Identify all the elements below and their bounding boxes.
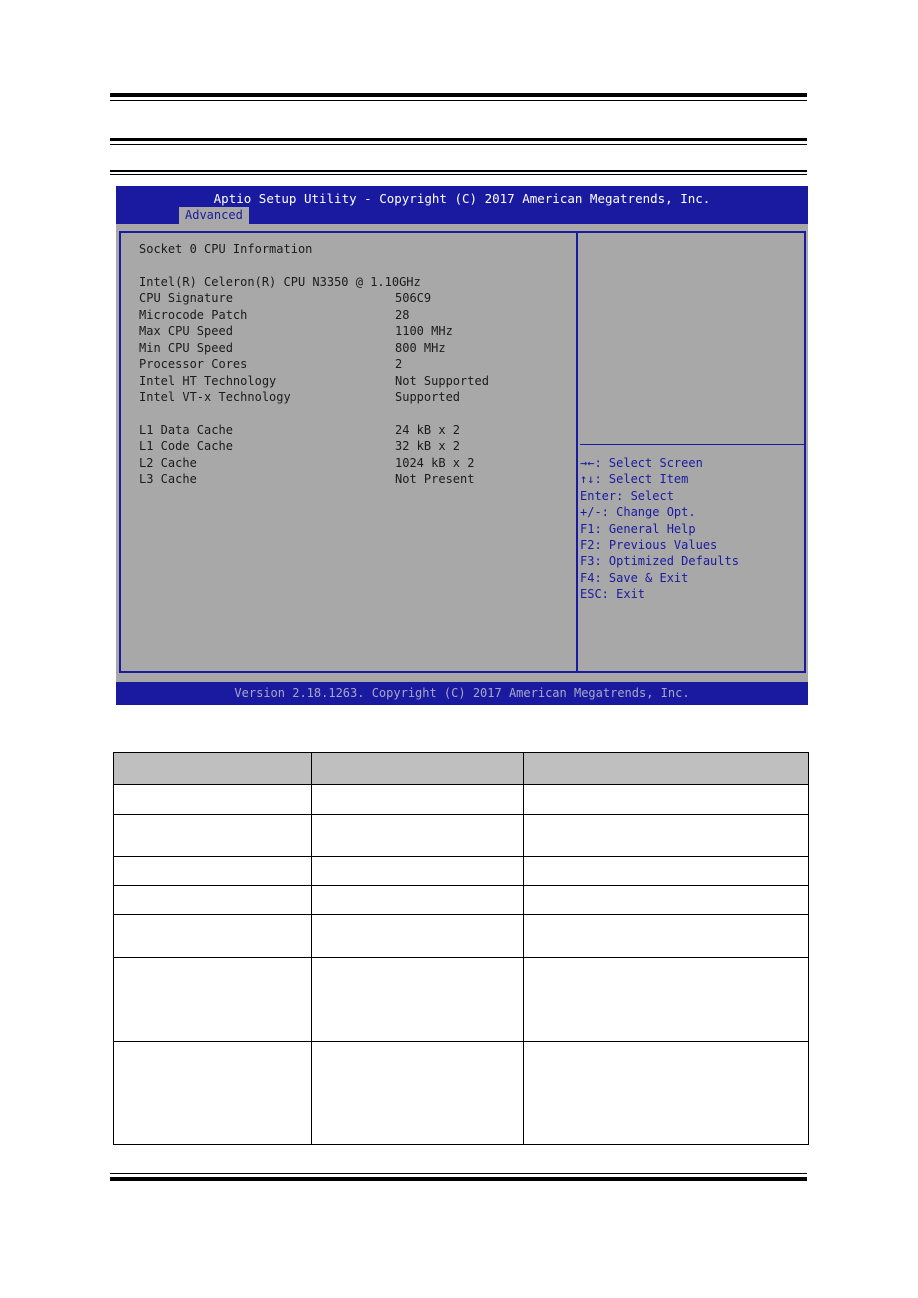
footer-rule-thick — [110, 1177, 807, 1181]
row-label: Microcode Patch — [139, 308, 248, 322]
row-value: Not Present — [395, 472, 475, 486]
help-select-item: ↑↓: Select Item — [580, 472, 689, 486]
table-row — [114, 1042, 809, 1145]
header-rule-thick — [110, 93, 807, 97]
help-save-exit: F4: Save & Exit — [580, 571, 689, 585]
vtx-technology-row — [139, 389, 461, 405]
help-panel — [576, 231, 806, 673]
table-cell — [114, 785, 312, 815]
help-select-screen: →←: Select Screen — [580, 456, 703, 470]
table-row — [114, 857, 809, 886]
row-label: Min CPU Speed — [139, 341, 233, 355]
help-previous-values: F2: Previous Values — [580, 538, 718, 552]
l1-code-cache-row — [139, 438, 461, 454]
table-cell — [311, 785, 524, 815]
table-cell — [311, 1042, 524, 1145]
table-row — [114, 958, 809, 1042]
caption-rule-thin — [110, 174, 807, 175]
help-esc-exit: ESC: Exit — [580, 587, 646, 601]
row-label: L1 Data Cache — [139, 423, 233, 437]
l1-data-cache-row — [139, 422, 461, 438]
row-label: Intel VT-x Technology — [139, 390, 291, 404]
row-label: L3 Cache — [139, 472, 197, 486]
header-rule-thin — [110, 100, 807, 101]
table-cell — [114, 1042, 312, 1145]
row-value: Supported — [395, 390, 461, 404]
table-cell — [524, 1042, 809, 1145]
tab-advanced[interactable]: Advanced — [179, 207, 249, 224]
table-cell — [114, 886, 312, 915]
table-cell — [524, 857, 809, 886]
footer-rule-thin — [110, 1173, 807, 1174]
help-change-opt: +/-: Change Opt. — [580, 505, 696, 519]
cpu-name: Intel(R) Celeron(R) CPU N3350 @ 1.10GHz — [139, 275, 421, 289]
help-enter-select: Enter: Select — [580, 489, 674, 503]
help-divider — [580, 444, 804, 445]
table-cell — [311, 886, 524, 915]
row-value: Not Supported — [395, 374, 489, 388]
row-label: Max CPU Speed — [139, 324, 233, 338]
row-value: 506C9 — [395, 291, 432, 305]
table-cell — [311, 815, 524, 857]
table-cell — [114, 857, 312, 886]
l3-cache-row — [139, 471, 475, 487]
row-value: 1100 MHz — [395, 324, 453, 338]
settings-table — [113, 752, 809, 1145]
processor-cores-row — [139, 356, 403, 372]
bios-screen — [116, 186, 808, 705]
row-value: 800 MHz — [395, 341, 446, 355]
section-title: Socket 0 CPU Information — [139, 242, 313, 256]
table-cell — [311, 857, 524, 886]
bios-title: Aptio Setup Utility - Copyright (C) 2017 American Megatrends, Inc. — [213, 191, 711, 206]
table-cell — [114, 915, 312, 958]
row-value: 28 — [395, 308, 410, 322]
help-general-help: F1: General Help — [580, 522, 696, 536]
table-cell — [524, 815, 809, 857]
table-header-cell — [311, 753, 524, 785]
row-value: 1024 kB x 2 — [395, 456, 475, 470]
row-label: Intel HT Technology — [139, 374, 277, 388]
table-cell — [524, 915, 809, 958]
caption-rule-thick — [110, 170, 807, 172]
row-label: L1 Code Cache — [139, 439, 233, 453]
table-header-row — [114, 753, 809, 785]
table-cell — [524, 958, 809, 1042]
table-row — [114, 915, 809, 958]
section-rule-thick — [110, 138, 807, 141]
row-label: CPU Signature — [139, 291, 233, 305]
help-optimized-defaults: F3: Optimized Defaults — [580, 554, 739, 568]
bios-title-bar — [116, 186, 808, 224]
table-cell — [524, 785, 809, 815]
table-header-cell — [114, 753, 312, 785]
bios-version-footer: Version 2.18.1263. Copyright (C) 2017 American Megatrends, Inc. — [116, 682, 808, 705]
cpu-signature-row — [139, 290, 432, 306]
min-cpu-speed-row — [139, 340, 446, 356]
table-cell — [311, 958, 524, 1042]
cpu-info-panel — [119, 231, 578, 673]
table-cell — [524, 886, 809, 915]
section-rule-thin — [110, 144, 807, 145]
row-value: 32 kB x 2 — [395, 439, 461, 453]
l2-cache-row — [139, 455, 475, 471]
table-header-cell — [524, 753, 809, 785]
max-cpu-speed-row — [139, 323, 453, 339]
table-cell — [114, 958, 312, 1042]
ht-technology-row — [139, 373, 489, 389]
row-value: 2 — [395, 357, 403, 371]
table-row — [114, 886, 809, 915]
row-value: 24 kB x 2 — [395, 423, 461, 437]
row-label: Processor Cores — [139, 357, 248, 371]
row-label: L2 Cache — [139, 456, 197, 470]
table-row — [114, 815, 809, 857]
microcode-patch-row — [139, 307, 410, 323]
table-cell — [114, 815, 312, 857]
table-cell — [311, 915, 524, 958]
table-row — [114, 785, 809, 815]
